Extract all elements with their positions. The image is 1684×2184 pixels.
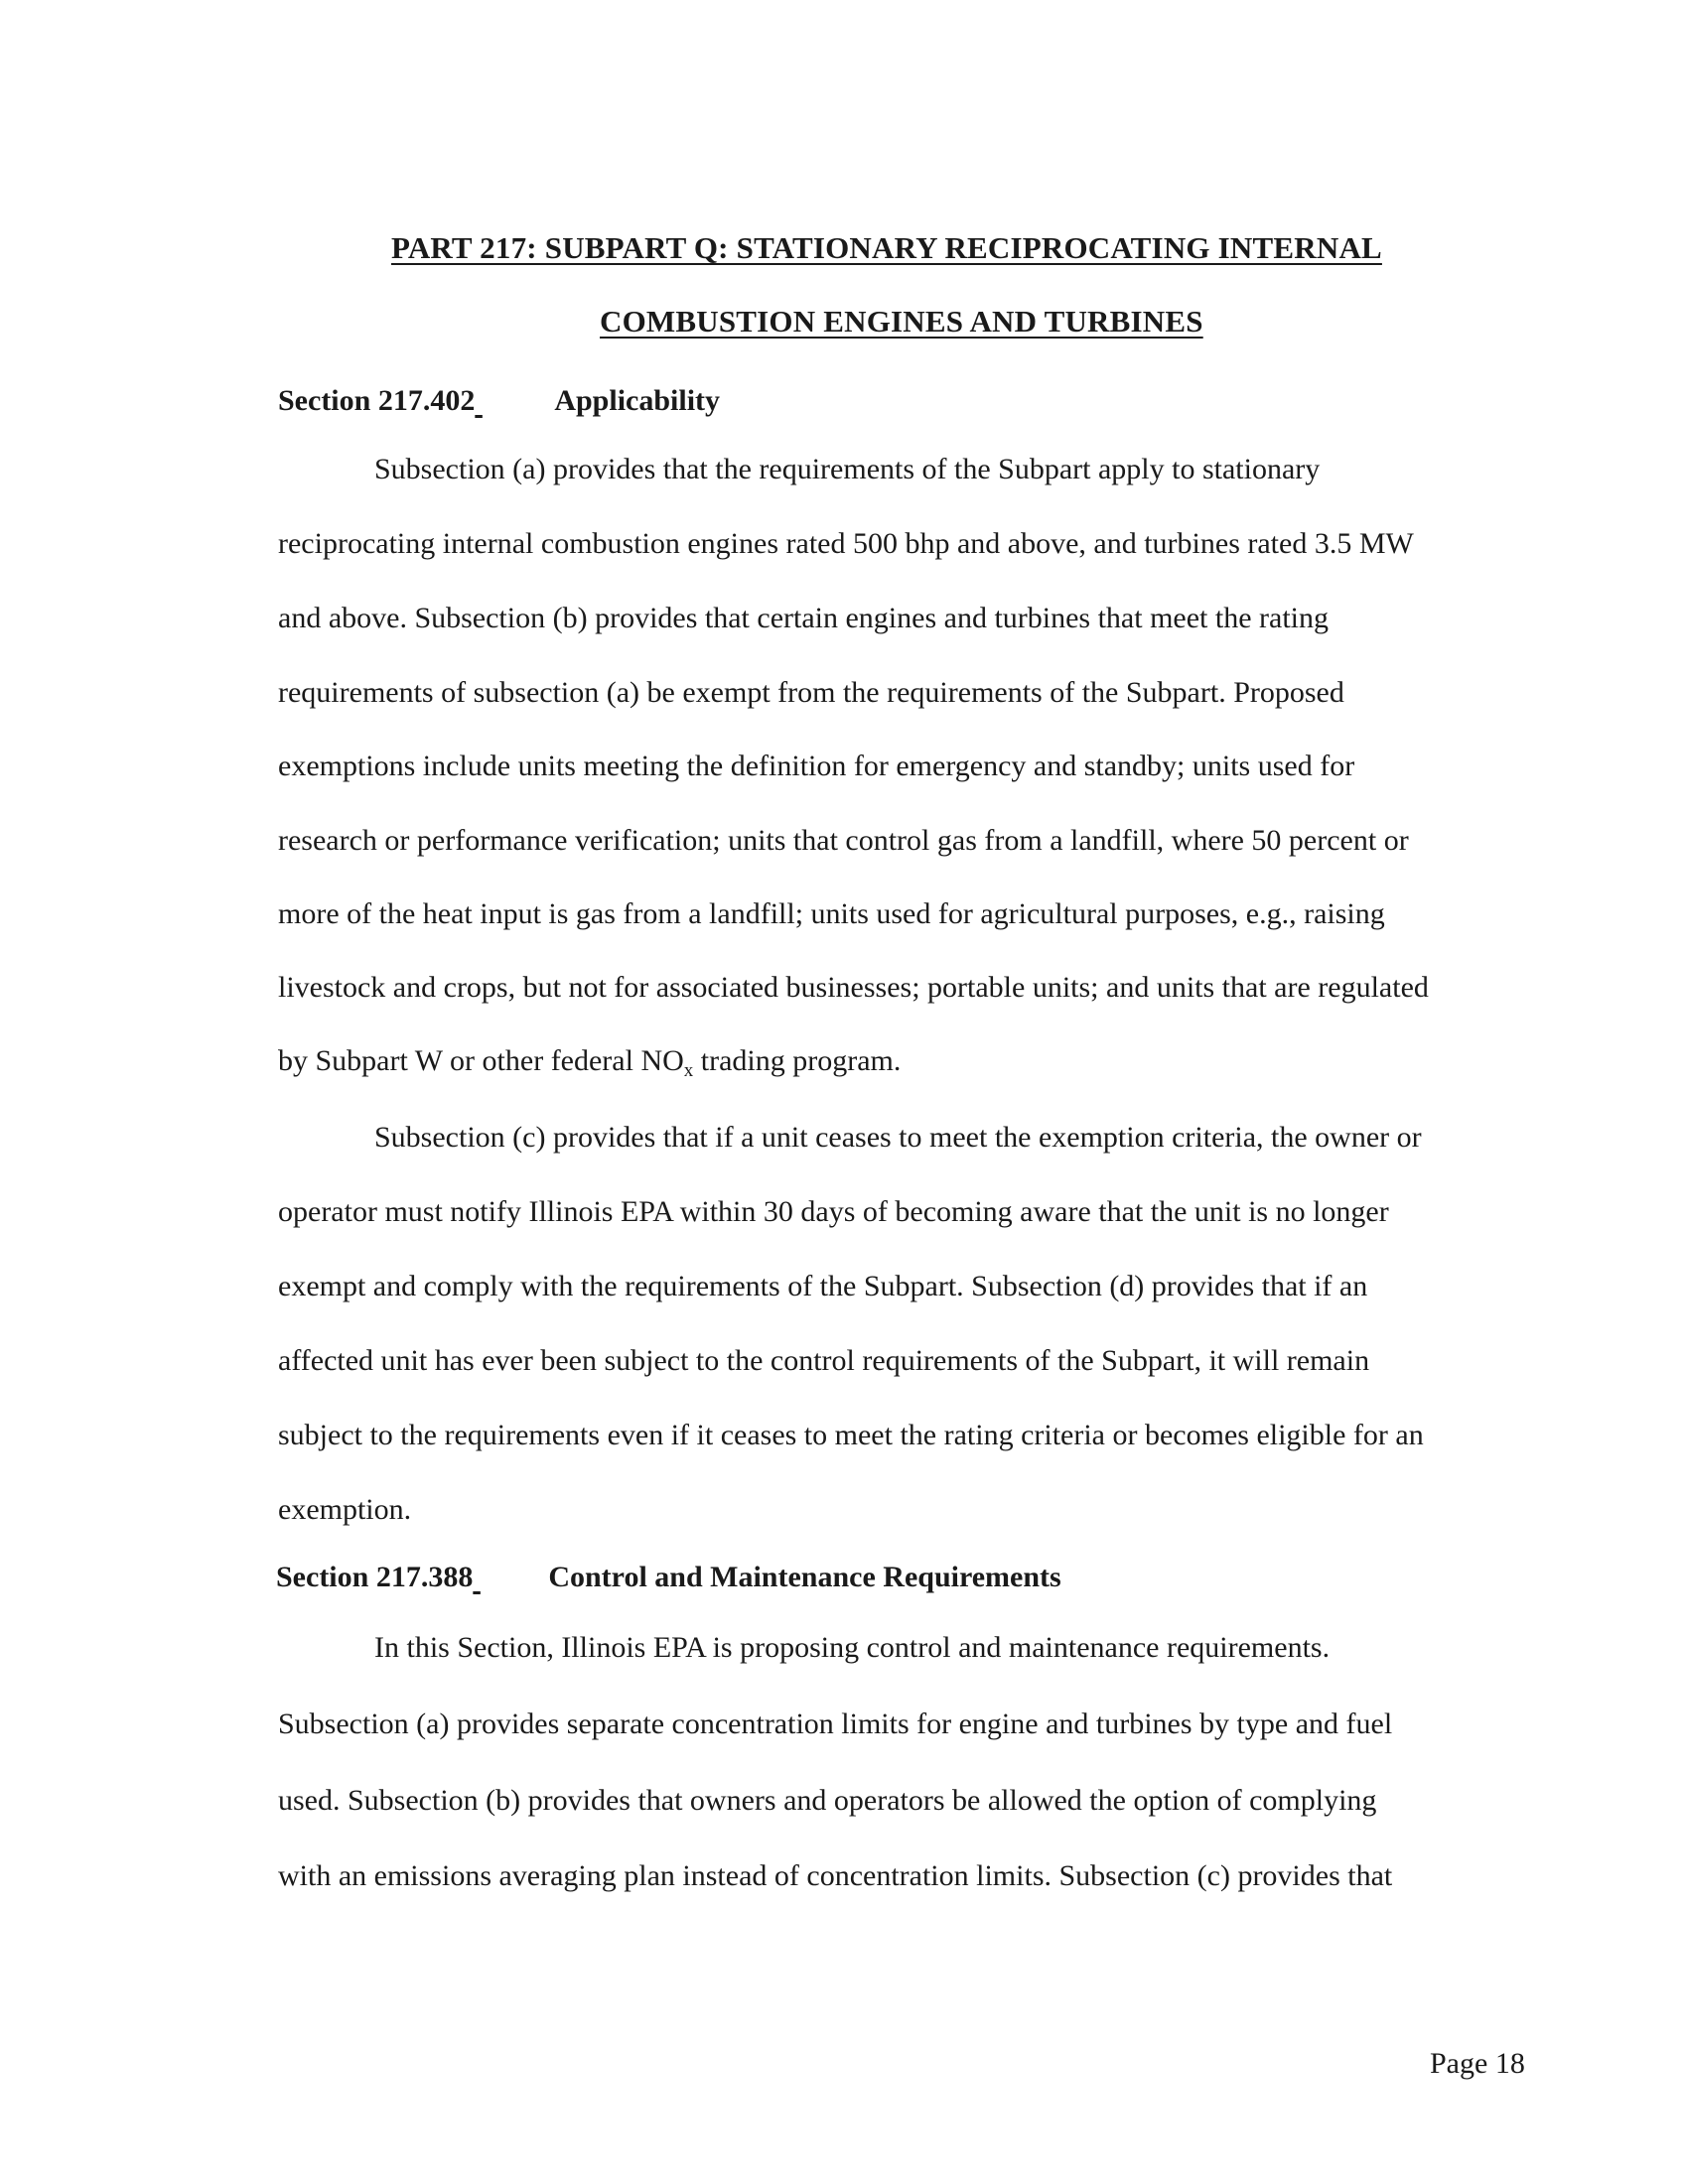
line-text: by Subpart W or other federal NO [278, 1044, 684, 1077]
line-text: trading program. [693, 1044, 902, 1077]
document-title-line-1: PART 217: SUBPART Q: STATIONARY RECIPROCATING INTERNAL [391, 230, 1382, 265]
paragraph-line: exempt and comply with the requirements of the Subpart. Subsection (d) provides that if an [278, 1270, 1368, 1302]
paragraph-line: research or performance verification; units that control gas from a landfill, where 50 percent or [278, 824, 1409, 857]
section-number: Section 217.388 [276, 1561, 474, 1593]
section-heading-control-maintenance [276, 1561, 1061, 1594]
paragraph-line: operator must notify Illinois EPA within 30 days of becoming aware that the unit is no longer [278, 1195, 1389, 1228]
subscript-x: x [683, 1060, 694, 1081]
heading-gap [473, 1561, 548, 1594]
paragraph-line: affected unit has ever been subject to the control requirements of the Subpart, it will remain [278, 1344, 1370, 1377]
paragraph-line-with-subscript [278, 1044, 902, 1081]
paragraph-line: Subsection (a) provides separate concentration limits for engine and turbines by type and fuel [278, 1707, 1393, 1740]
paragraph-line: used. Subsection (b) provides that owners and operators be allowed the option of complying [278, 1784, 1377, 1817]
document-title-line-2: COMBUSTION ENGINES AND TURBINES [600, 304, 1203, 339]
paragraph-line: exemptions include units meeting the definition for emergency and standby; units used for [278, 750, 1355, 782]
paragraph-line: Subsection (c) provides that if a unit ceases to meet the exemption criteria, the owner or [374, 1121, 1422, 1154]
paragraph-line: reciprocating internal combustion engines rated 500 bhp and above, and turbines rated 3.5 MW [278, 527, 1414, 560]
section-number: Section 217.402 [278, 384, 476, 417]
section-title: Control and Maintenance Requirements [548, 1561, 1061, 1593]
paragraph-line: subject to the requirements even if it ceases to meet the rating criteria or becomes eligible for an [278, 1419, 1424, 1451]
section-title: Applicability [554, 384, 721, 417]
page-number: Page 18 [1430, 2047, 1525, 2080]
paragraph-line: In this Section, Illinois EPA is proposing control and maintenance requirements. [374, 1631, 1331, 1664]
paragraph-line: livestock and crops, but not for associated businesses; portable units; and units that are regulated [278, 971, 1429, 1004]
paragraph-line: exemption. [278, 1493, 412, 1526]
heading-gap [475, 384, 554, 418]
section-heading-applicability [278, 384, 720, 418]
paragraph-line: and above. Subsection (b) provides that certain engines and turbines that meet the rating [278, 602, 1330, 634]
paragraph-line: with an emissions averaging plan instead of concentration limits. Subsection (c) provides that [278, 1859, 1393, 1892]
paragraph-line: more of the heat input is gas from a landfill; units used for agricultural purposes, e.g., raising [278, 897, 1385, 930]
paragraph-line: requirements of subsection (a) be exempt from the requirements of the Subpart. Proposed [278, 676, 1344, 709]
paragraph-line: Subsection (a) provides that the requirements of the Subpart apply to stationary [374, 453, 1321, 485]
